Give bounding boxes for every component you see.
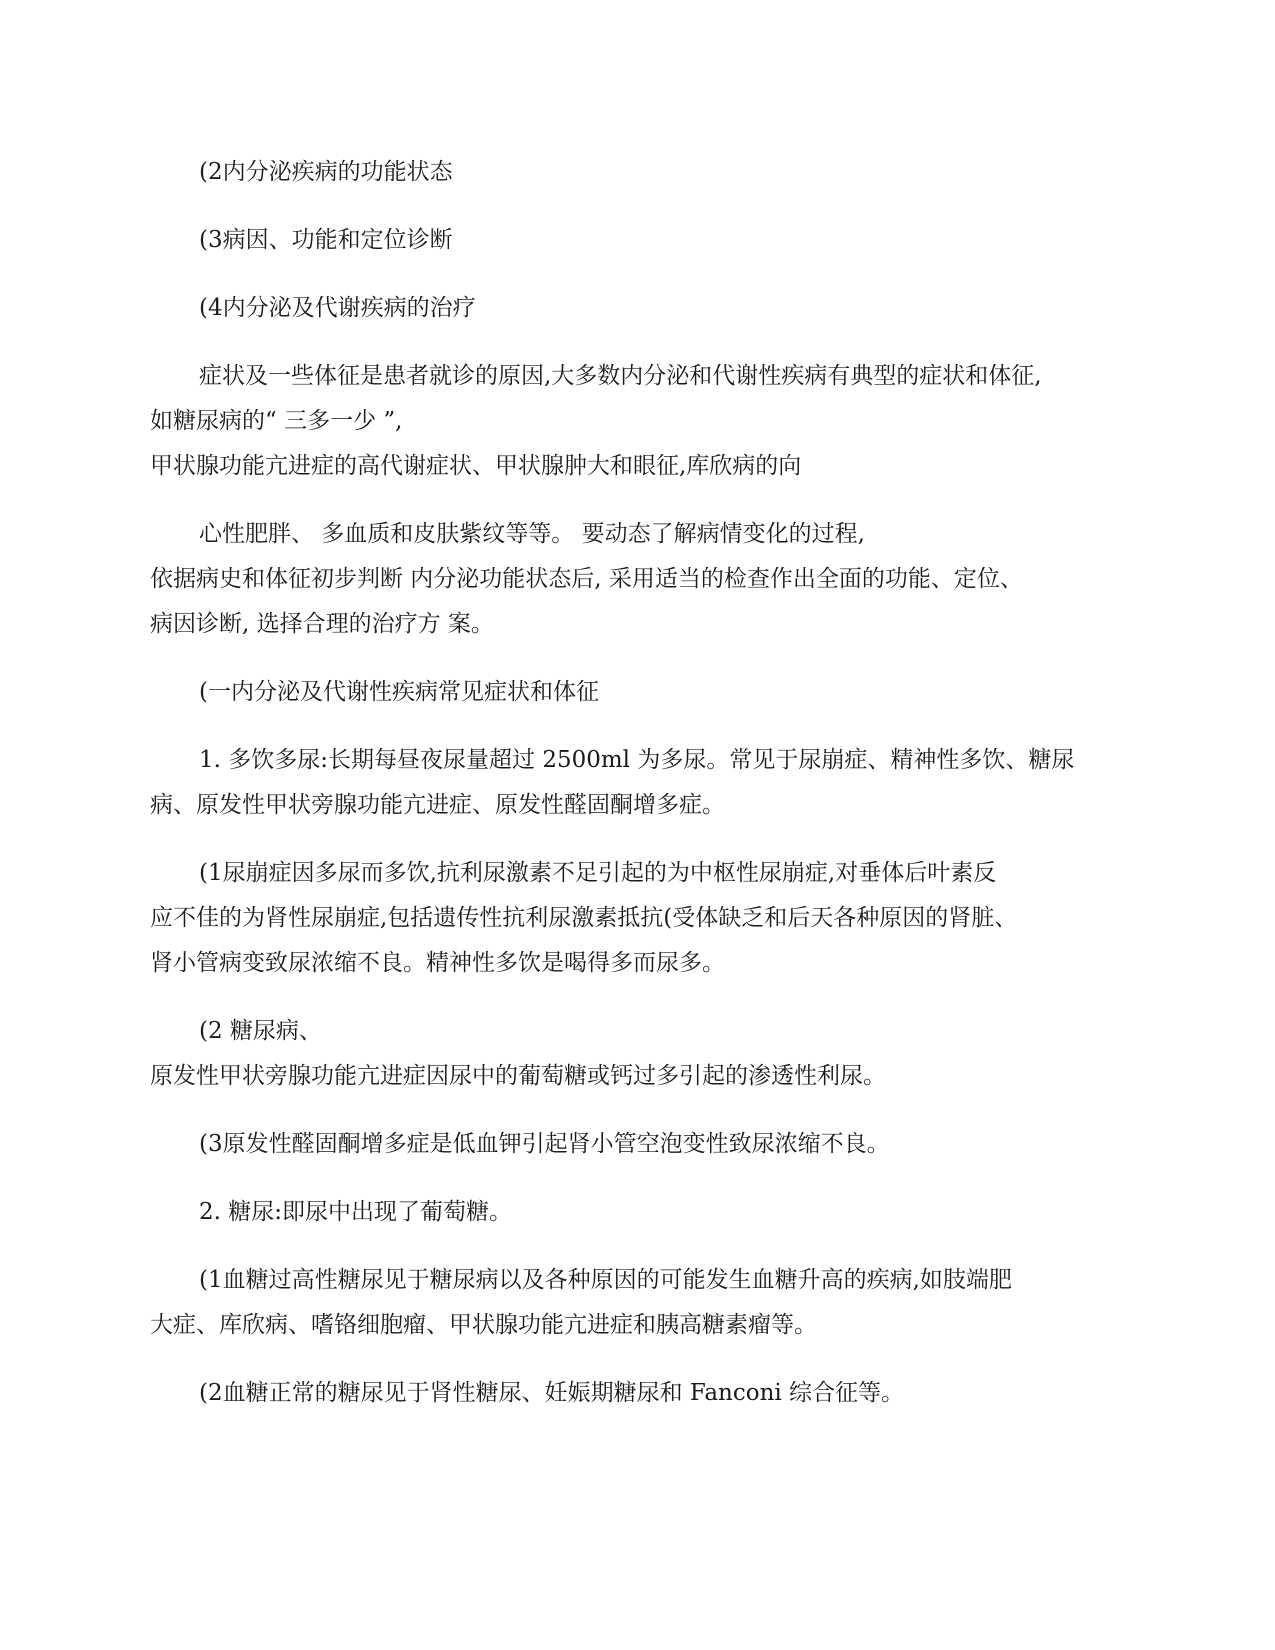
text-line: (2 糖尿病、 xyxy=(199,1018,322,1044)
paragraph xyxy=(150,1371,1140,1416)
text-line: (4内分泌及代谢疾病的治疗 xyxy=(199,295,476,321)
text-line: 1. 多饮多尿:长期每昼夜尿量超过 2500ml 为多尿。常见于尿崩症、精神性多饮、糖尿 xyxy=(199,747,1075,773)
text-line: (3病因、功能和定位诊断 xyxy=(199,227,453,253)
text-line: (1血糖过高性糖尿见于糖尿病以及各种原因的可能发生血糖升高的疾病,如肢端肥 xyxy=(199,1267,1012,1293)
paragraph xyxy=(150,512,1140,647)
text-line: 病、原发性甲状旁腺功能亢进症、原发性醛固酮增多症。 xyxy=(150,792,725,818)
paragraph xyxy=(150,1258,1140,1348)
text-line: 大症、库欣病、嗜铬细胞瘤、甲状腺功能亢进症和胰高糖素瘤等。 xyxy=(150,1312,817,1338)
paragraph xyxy=(150,150,1140,195)
text-line: 如糖尿病的“ 三多一少 ”, xyxy=(150,408,403,434)
text-line: 依据病史和体征初步判断 内分泌功能状态后, 采用适当的检查作出全面的功能、定位、 xyxy=(150,566,1023,592)
text-line: 症状及一些体征是患者就诊的原因,大多数内分泌和代谢性疾病有典型的症状和体征, xyxy=(199,363,1042,389)
paragraph xyxy=(150,851,1140,986)
paragraph xyxy=(150,1009,1140,1099)
text-line: 心性肥胖、 多血质和皮肤紫纹等等。 要动态了解病情变化的过程, xyxy=(199,521,865,547)
text-line: 病因诊断, 选择合理的治疗方 案。 xyxy=(150,611,494,637)
text-line: 2. 糖尿:即尿中出现了葡萄糖。 xyxy=(199,1199,513,1225)
text-line: 原发性甲状旁腺功能亢进症因尿中的葡萄糖或钙过多引起的渗透性利尿。 xyxy=(150,1063,886,1089)
text-line: (2血糖正常的糖尿见于肾性糖尿、妊娠期糖尿和 Fanconi 综合征等。 xyxy=(199,1380,905,1406)
paragraph xyxy=(150,286,1140,331)
text-line: 应不佳的为肾性尿崩症,包括遗传性抗利尿激素抵抗(受体缺乏和后天各种原因的肾脏、 xyxy=(150,905,1018,931)
text-line: (2内分泌疾病的功能状态 xyxy=(199,159,453,185)
paragraph xyxy=(150,218,1140,263)
text-line: 甲状腺功能亢进症的高代谢症状、甲状腺肿大和眼征,库欣病的向 xyxy=(150,453,802,479)
text-line: 肾小管病变致尿浓缩不良。精神性多饮是喝得多而尿多。 xyxy=(150,950,725,976)
text-line: (一内分泌及代谢性疾病常见症状和体征 xyxy=(199,679,599,705)
paragraph xyxy=(150,1190,1140,1235)
text-line: (3原发性醛固酮增多症是低血钾引起肾小管空泡变性致尿浓缩不良。 xyxy=(199,1131,890,1157)
paragraph xyxy=(150,670,1140,715)
paragraph xyxy=(150,738,1140,828)
paragraph xyxy=(150,354,1140,489)
text-line: (1尿崩症因多尿而多饮,抗利尿激素不足引起的为中枢性尿崩症,对垂体后叶素反 xyxy=(199,860,997,886)
paragraph xyxy=(150,1122,1140,1167)
